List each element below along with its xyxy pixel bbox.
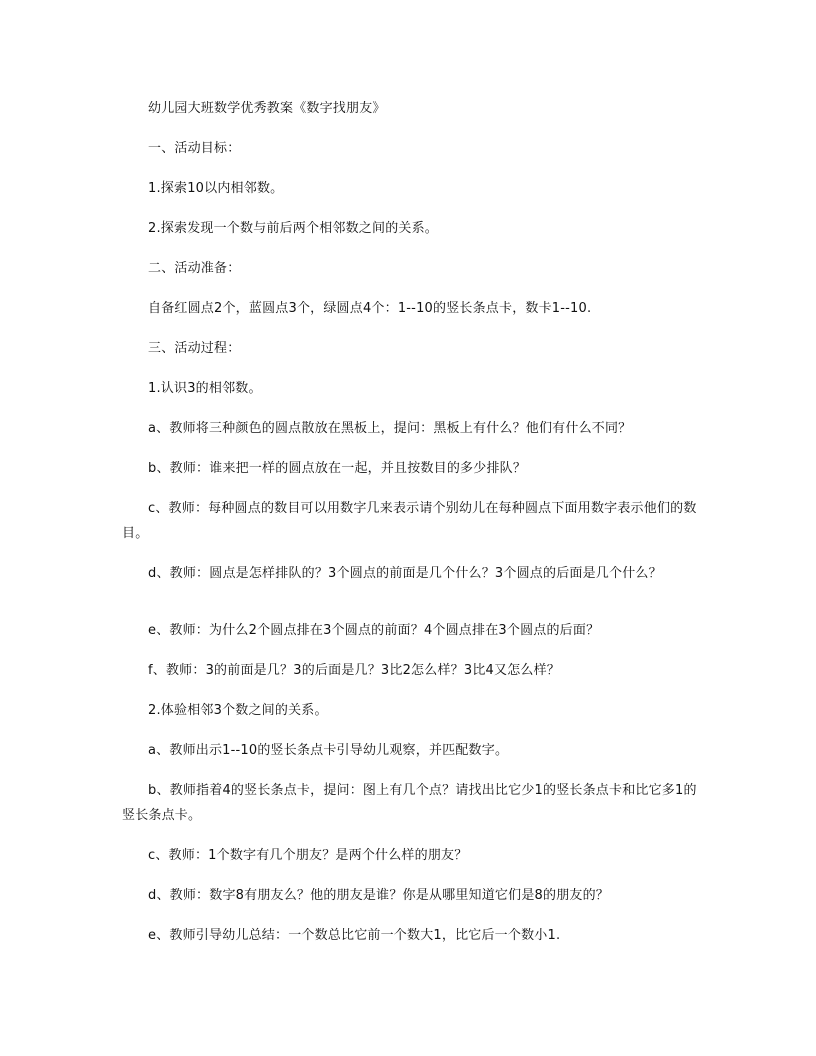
paragraph: 2.探索发现一个数与前后两个相邻数之间的关系。 (148, 221, 439, 236)
paragraph: c、教师：每种圆点的数目可以用数字几来表示请个别幼儿在每种圆点下面用数字表示他们的数目。 (122, 501, 697, 541)
document-title: 幼儿园大班数学优秀教案《数字找朋友》 (148, 101, 386, 116)
paragraph: b、教师：谁来把一样的圆点放在一起，并且按数目的多少排队？ (148, 461, 527, 476)
section-heading-preparation: 二、活动准备： (148, 261, 241, 276)
paragraph: 自备红圆点2个，蓝圆点3个，绿圆点4个：1--10的竖长条点卡，数卡1--10. (148, 301, 592, 316)
paragraph: b、教师指着4的竖长条点卡，提问：图上有几个点？请找出比它少1的竖长条点卡和比它多1的竖长条点卡。 (122, 783, 697, 823)
paragraph: 1.探索10以内相邻数。 (148, 181, 284, 196)
paragraph: e、教师：为什么2个圆点排在3个圆点的前面？4个圆点排在3个圆点的后面？ (148, 623, 600, 638)
paragraph: a、教师出示1--10的竖长条点卡引导幼儿观察，并匹配数字。 (148, 743, 509, 758)
paragraph: 2.体验相邻3个数之间的关系。 (148, 703, 328, 718)
section-heading-process: 三、活动过程： (148, 341, 241, 356)
paragraph: d、教师：圆点是怎样排队的？3个圆点的前面是几个什么？3个圆点的后面是几个什么？ (148, 566, 662, 581)
paragraph: d、教师：数字8有朋友么？他的朋友是谁？你是从哪里知道它们是8的朋友的？ (148, 888, 609, 903)
paragraph: f、教师：3的前面是几？3的后面是几？3比2怎么样？3比4又怎么样？ (148, 663, 561, 678)
paragraph: a、教师将三种颜色的圆点散放在黑板上，提问：黑板上有什么？他们有什么不同？ (148, 421, 632, 436)
paragraph: c、教师：1个数字有几个朋友？是两个什么样的朋友？ (148, 848, 468, 863)
paragraph: e、教师引导幼儿总结：一个数总比它前一个数大1，比它后一个数小1. (148, 928, 561, 943)
section-heading-objectives: 一、活动目标： (148, 141, 241, 156)
paragraph: 1.认识3的相邻数。 (148, 381, 262, 396)
